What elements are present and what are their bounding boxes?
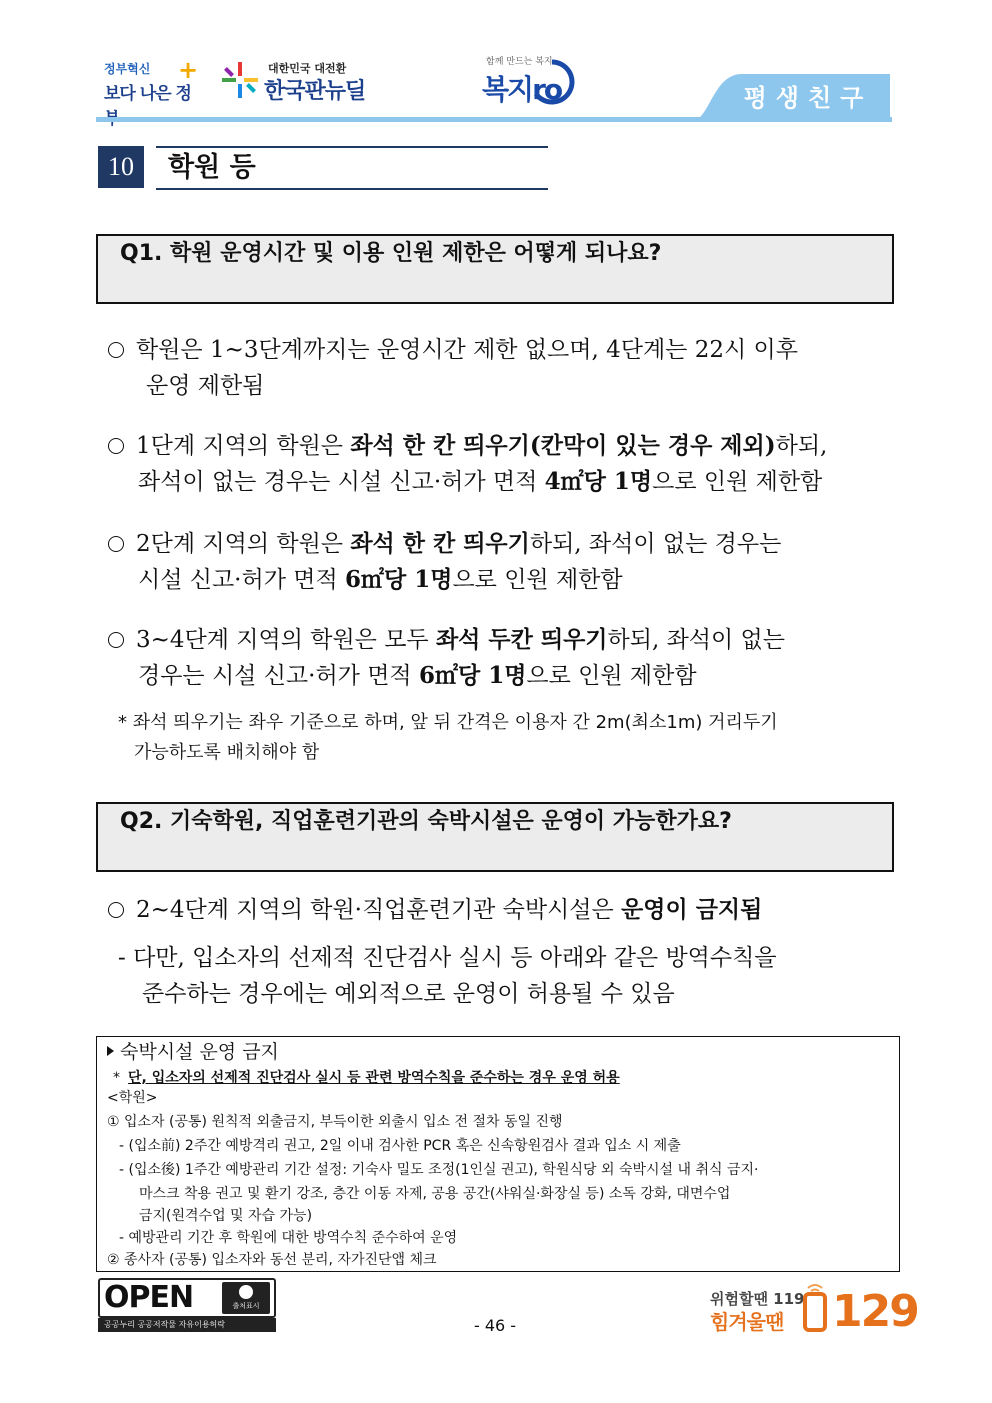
circle-bullet-icon — [108, 438, 124, 454]
hotline-line1: 위험할땐 119 — [710, 1290, 805, 1308]
infobox-note-row: * 단, 입소자의 선제적 진단검사 실시 등 관련 방역수칙을 준수하는 경우 운영 허용 — [113, 1070, 620, 1086]
q2-answer-1 — [108, 892, 898, 928]
hotline-line2: 힘겨울땐 — [710, 1310, 784, 1334]
infobox-item-1b-line1: - (입소後) 1주간 예방관리 기간 설정: 기숙사 밀도 조정(1인실 권고), 학원식당 외 숙박시설 내 취식 금지· — [119, 1162, 759, 1178]
infobox-item-1c: - 예방관리 기간 후 학원에 대한 방역수칙 준수하여 운영 — [119, 1230, 458, 1246]
text: 하되, 좌석이 없는 — [607, 627, 785, 653]
emphasis: 좌석 두칸 띄우기 — [435, 626, 608, 653]
q1-answer-2 — [108, 428, 898, 500]
open-license-logo — [98, 1278, 276, 1332]
question-q2: Q2. 기숙학원, 직업훈련기관의 숙박시설은 운영이 가능한가요? — [120, 809, 732, 834]
accommodation-rules-box — [96, 1036, 900, 1272]
emphasis: 좌석 한 칸 띄우기 — [350, 530, 530, 557]
hotline-129-logo — [710, 1278, 918, 1337]
text: 2단계 지역의 학원은 — [136, 531, 351, 557]
infobox-title: 숙박시설 운영 금지 — [120, 1041, 279, 1063]
question-box-q2 — [96, 802, 894, 872]
circle-bullet-icon — [108, 536, 124, 552]
emphasis: 4㎡당 1명 — [544, 468, 653, 495]
text: 시설 신고·허가 면적 — [138, 567, 345, 593]
q2-answer-2-line2: 준수하는 경우에는 예외적으로 운영이 허용될 수 있음 — [142, 981, 675, 1007]
text: 으로 인원 제한함 — [452, 567, 623, 593]
q1-answer-1 — [108, 332, 898, 404]
section-title: 학원 등 — [168, 152, 256, 183]
q1-footnote — [118, 708, 898, 768]
open-logo-caption: 공공누리 공공저작물 자유이용허락 — [98, 1318, 276, 1332]
gov-innovation-logo — [104, 56, 199, 104]
infobox-item-1a: - (입소前) 2주간 예방격리 권고, 2일 이내 검사한 PCR 혹은 신속항원검사 결과 입소 시 제출 — [119, 1138, 681, 1154]
q1-footnote-line2: 가능하도록 배치해야 함 — [134, 742, 320, 763]
korean-new-deal-logo — [222, 58, 372, 104]
text: 1단계 지역의 학원은 — [136, 433, 351, 459]
text: 하되, 좌석이 없는 경우는 — [529, 531, 782, 557]
attribution-badge — [222, 1282, 270, 1314]
text: 으로 인원 제한함 — [652, 469, 823, 495]
triangle-bullet-icon — [107, 1046, 114, 1056]
q1-answer-1-line1: 학원은 1~3단계까지는 운영시간 제한 없으며, 4단계는 22시 이후 — [136, 337, 798, 363]
text: 하되, — [775, 433, 828, 459]
gov-logo-line1: 정부혁신 — [104, 62, 151, 76]
circle-bullet-icon — [108, 342, 124, 358]
text: 으로 인원 제한함 — [526, 663, 697, 689]
bokji-ro-logo — [482, 52, 582, 106]
phone-icon — [802, 1280, 830, 1332]
bokji-logo-line1: 함께 만드는 복지 — [486, 57, 553, 67]
attribution-badge-label: 출처표시 — [232, 1302, 260, 1310]
infobox-note: 단, 입소자의 선제적 진단검사 실시 등 관련 방역수칙을 준수하는 경우 운영 허용 — [128, 1070, 620, 1086]
infobox-item-1b-line3: 금지(원격수업 및 자습 가능) — [139, 1208, 313, 1224]
header-tab-label: 평생친구 — [743, 84, 873, 112]
q1-answer-3 — [108, 526, 898, 598]
q1-answer-1-line2: 운영 제한됨 — [146, 373, 265, 399]
emphasis: 운영이 금지됨 — [621, 896, 763, 923]
bokji-logo-line2: 복지ro — [482, 73, 562, 106]
circle-bullet-icon — [108, 902, 124, 918]
section-title-box — [156, 146, 548, 190]
page-number: - 46 - — [473, 1316, 517, 1335]
text: 2~4단계 지역의 학원·직업훈련기관 숙박시설은 — [136, 897, 622, 923]
gov-logo-line2: 보다 나은 정 — [104, 84, 191, 104]
infobox-label: <학원> — [107, 1090, 158, 1106]
circle-bullet-icon — [108, 632, 124, 648]
new-deal-logo-line1: 대한민국 대전환 — [268, 62, 347, 75]
plus-icon: + — [178, 56, 199, 84]
q2-answer-2-line1: - 다만, 입소자의 선제적 진단검사 실시 등 아래와 같은 방역수칙을 — [118, 945, 777, 971]
infobox-item-2: ② 종사자 (공통) 입소자와 동선 분리, 자가진단앱 체크 — [107, 1252, 437, 1268]
open-logo-text: OPEN — [104, 1280, 194, 1315]
new-deal-star-icon — [222, 62, 258, 98]
question-q1: Q1. 학원 운영시간 및 이용 인원 제한은 어떻게 되나요? — [120, 241, 662, 266]
infobox-item-1: ① 입소자 (공통) 원칙적 외출금지, 부득이한 외출시 입소 전 절차 동일 진행 — [107, 1114, 563, 1130]
section-number: 10 — [98, 146, 144, 188]
q1-answer-4 — [108, 622, 898, 694]
emphasis: 6㎡당 1명 — [345, 566, 453, 593]
q2-answer-2 — [118, 940, 898, 1012]
emphasis: 6㎡당 1명 — [418, 662, 527, 689]
text: 경우는 시설 신고·허가 면적 — [138, 663, 419, 689]
question-box-q1 — [96, 234, 894, 304]
new-deal-logo-line2: 한국판뉴딜 — [264, 79, 366, 104]
person-icon — [239, 1285, 253, 1299]
infobox-title-row — [107, 1037, 279, 1064]
q1-footnote-line1: * 좌석 띄우기는 좌우 기준으로 하며, 앞 뒤 간격은 이용자 간 2m(최소1m) 거리두기 — [118, 712, 778, 733]
text: 3~4단계 지역의 학원은 모두 — [136, 627, 436, 653]
text: 좌석이 없는 경우는 시설 신고·허가 면적 — [138, 469, 545, 495]
header-bar — [96, 117, 892, 122]
hotline-number: 129 — [832, 1286, 918, 1337]
infobox-item-1b-line2: 마스크 착용 권고 및 환기 강조, 층간 이동 자제, 공용 공간(샤워실·화장실 등) 소독 강화, 대면수업 — [139, 1186, 731, 1202]
emphasis: 좌석 한 칸 띄우기(칸막이 있는 경우 제외) — [350, 432, 776, 459]
